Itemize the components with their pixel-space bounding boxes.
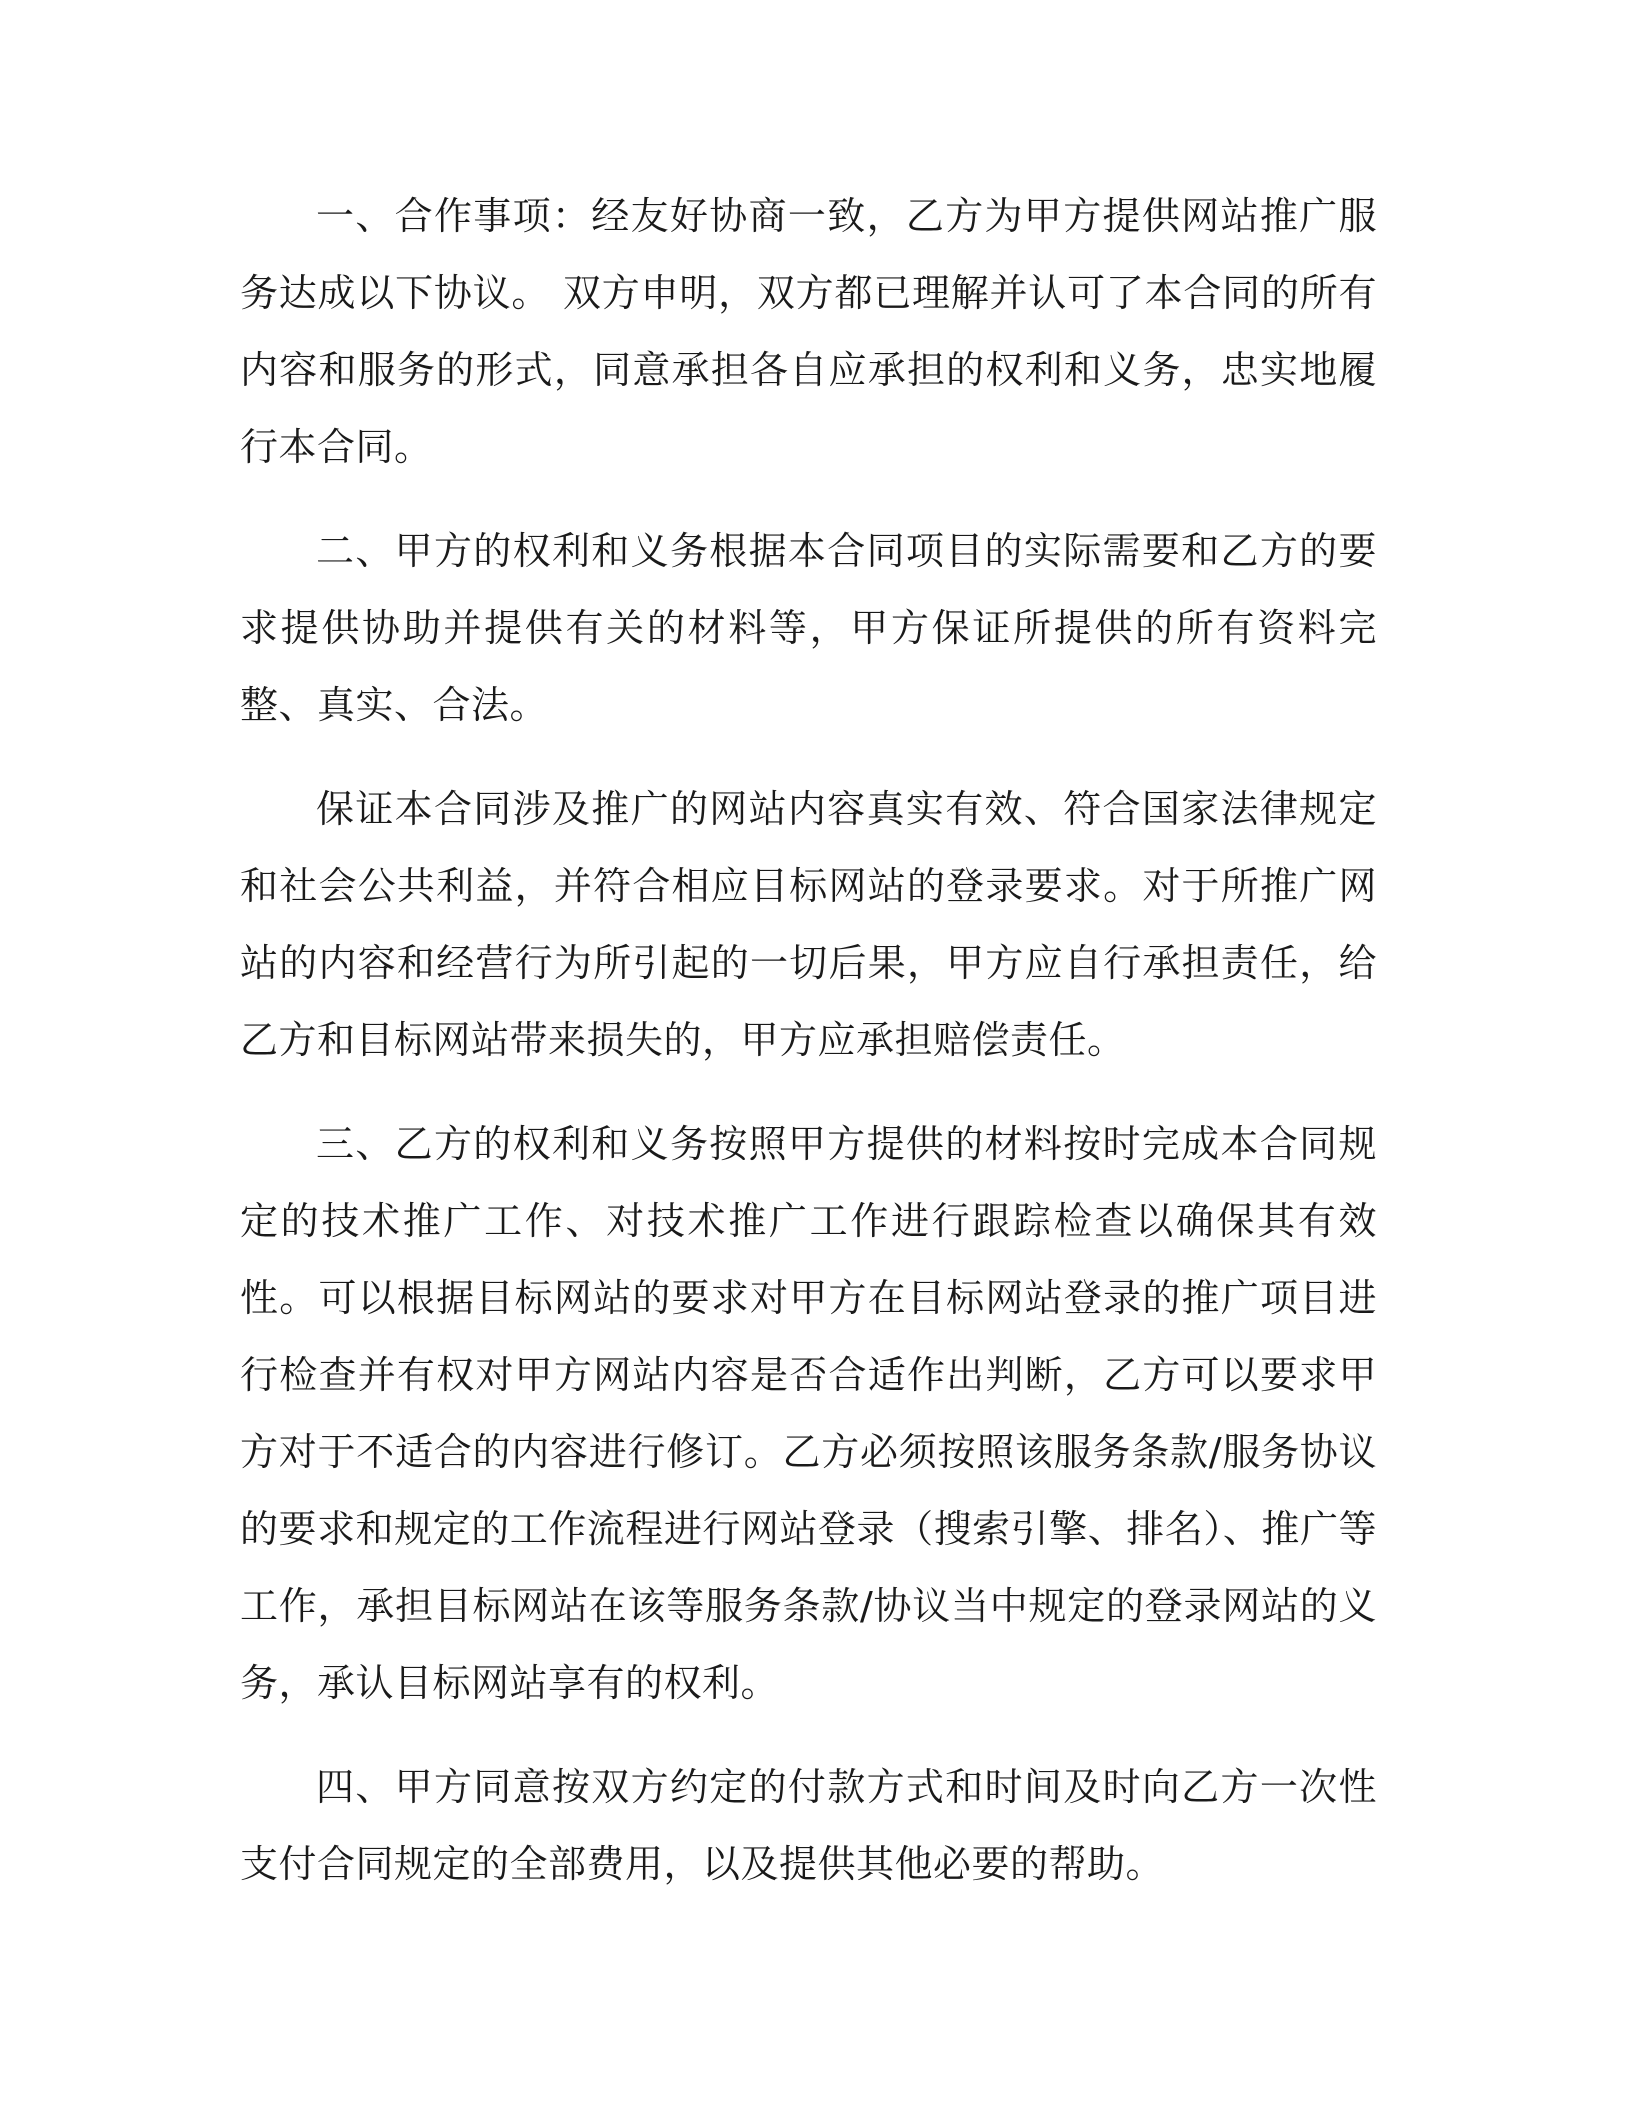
- paragraph-cooperation-matters: 一、合作事项：经友好协商一致，乙方为甲方提供网站推广服务达成以下协议。 双方申明，双方都已理解并认可了本合同的所有内容和服务的形式，同意承担各自应承担的权利和义务，忠实地履行本合同。: [240, 194, 1377, 469]
- paragraph-party-b-rights: 三、乙方的权利和义务按照甲方提供的材料按时完成本合同规定的技术推广工作、对技术推广工作进行跟踪检查以确保其有效性。可以根据目标网站的要求对甲方在目标网站登录的推广项目进行检查并有权对甲方网站内容是否合适作出判断，乙方可以要求甲方对于不适合的内容进行修订。乙方必须按照该服务条款/服务协议的要求和规定的工作流程进行网站登录（搜索引擎、排名）、推广等工作，承担目标网站在该等服务条款/协议当中规定的登录网站的义务，承认目标网站享有的权利。: [240, 1122, 1377, 1705]
- paragraph-party-a-rights: 二、甲方的权利和义务根据本合同项目的实际需要和乙方的要求提供协助并提供有关的材料等，甲方保证所提供的所有资料完整、真实、合法。: [240, 529, 1377, 727]
- paragraph-content-guarantee: 保证本合同涉及推广的网站内容真实有效、符合国家法律规定和社会公共利益，并符合相应目标网站的登录要求。对于所推广网站的内容和经营行为所引起的一切后果，甲方应自行承担责任，给乙方和目标网站带来损失的，甲方应承担赔偿责任。: [240, 787, 1377, 1062]
- paragraph-payment: 四、甲方同意按双方约定的付款方式和时间及时向乙方一次性支付合同规定的全部费用，以及提供其他必要的帮助。: [240, 1765, 1377, 1886]
